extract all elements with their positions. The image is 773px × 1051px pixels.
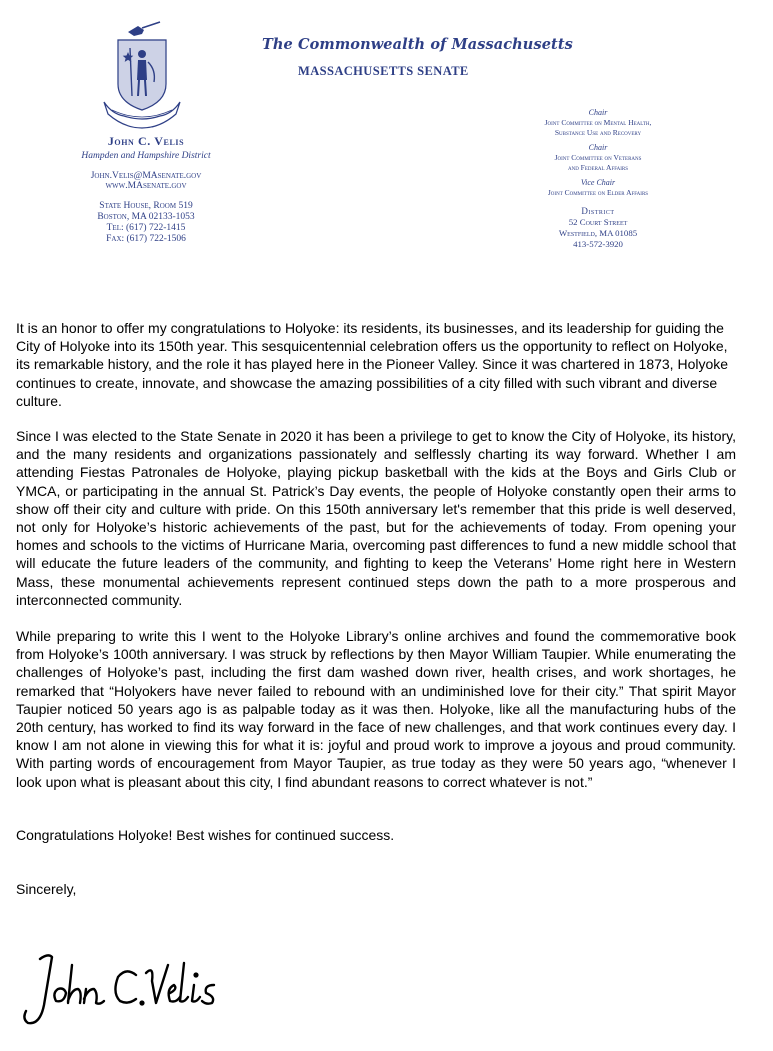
committee-name: Joint Committee on Veterans [554, 153, 642, 162]
letterhead-subtitle: MASSACHUSETTS SENATE [298, 64, 469, 78]
sender-email[interactable]: John.Velis@MAsenate.gov [90, 171, 202, 181]
district-office-street: 52 Court Street [568, 217, 628, 227]
sender-tel: Tel: (617) 722-1415 [106, 223, 186, 233]
letter-paragraph: Since I was elected to the State Senate in 2020 it has been a privilege to get to know the City of Holyoke, its history, and the many residents and organizations passionately and selflessly charting its way forward. Whether I am attending Fiestas Patronales de Holyoke, playing pickup basketball with the kids at the Boys and Girls Club or YMCA, or participating in the annual St. Patrick’s Day events, the people of Holyoke constantly open their arms to show off their city and culture with pride. On this 150th anniversary let's remember that this pride is well deserved, not only for Holyoke’s historic achievements of the past, but for the achievements of today. From opening your homes and schools to the victims of Hurricane Maria, overcoming past differences to fund a new middle school that will educate the future leaders of the community, and fighting to keep the Veterans’ Home right here in Western Mass, these monumental achievements represent continued steps down the path to a more prosperous and interconnected community. [16, 428, 736, 608]
committee-name: Substance Use and Recovery [554, 128, 642, 137]
sender-name: John C. Velis [107, 134, 185, 148]
committee-name: Joint Committee on Elder Affairs [547, 188, 649, 197]
sender-office: State House, Room 519 [99, 201, 193, 211]
district-office-city: Westfield, MA 01085 [558, 228, 638, 238]
committee-name: Joint Committee on Mental Health, [544, 118, 652, 127]
committee-role: Vice Chair [580, 178, 616, 187]
committee-role: Chair [588, 143, 608, 152]
sender-city: Boston, MA 02133-1053 [97, 212, 195, 222]
massachusetts-seal-icon [98, 18, 186, 130]
letter-closing: Sincerely, [16, 881, 77, 898]
committee-name: and Federal Affairs [567, 163, 629, 172]
letterhead-title: The Commonwealth of Massachusetts [262, 36, 573, 53]
district-office-label: District [581, 206, 615, 216]
sender-fax: Fax: (617) 722-1506 [106, 234, 186, 244]
district-office-phone: 413-572-3920 [573, 239, 623, 249]
committee-role: Chair [588, 108, 608, 117]
sender-website[interactable]: www.MAsenate.gov [105, 181, 187, 191]
handwritten-signature [18, 945, 228, 1035]
letter-body [16, 319, 736, 898]
committees-block [506, 108, 690, 250]
letter-paragraph: Congratulations Holyoke! Best wishes for continued success. [16, 826, 395, 843]
letter-paragraph: It is an honor to offer my congratulations to Holyoke: its residents, its businesses, and its leadership for guiding the City of Holyoke into its 150th year. This sesquicentennial celebration offers us the opportunity to reflect on Holyoke, its remarkable history, and the role it has played here in the Pioneer Valley. Since it was chartered in 1873, Holyoke continues to create, innovate, and showcase the amazing possibilities of a city filled with such vibrant and diverse culture. [16, 320, 729, 409]
letter-paragraph: While preparing to write this I went to the Holyoke Library’s online archives and found the commemorative book from Holyoke’s 100th anniversary. I was struck by reflections by then Mayor William Taupier. While enumerating the challenges of Holyoke’s past, including the first dam washed down river, health crises, and work shortages, he remarked that “Holyokers have never failed to rebound with an undiminished love for their city.” That spirit Mayor Taupier noticed 50 years ago is as palpable today as it was then. Holyoke, like all the manufacturing hubs of the 20th century, has worked to find its way forward in the face of new challenges, and that work continues every day. I know I am not alone in viewing this for what it is: joyful and proud work to improve a joyous and proud community. With parting words of encouragement from Mayor Taupier, as true today as they were 50 years ago, “whenever I look upon what is pleasant about this city, I find abundant reasons to correct whatever is not.” [16, 628, 736, 790]
sender-block [78, 134, 214, 245]
sender-district: Hampden and Hampshire District [81, 151, 211, 161]
